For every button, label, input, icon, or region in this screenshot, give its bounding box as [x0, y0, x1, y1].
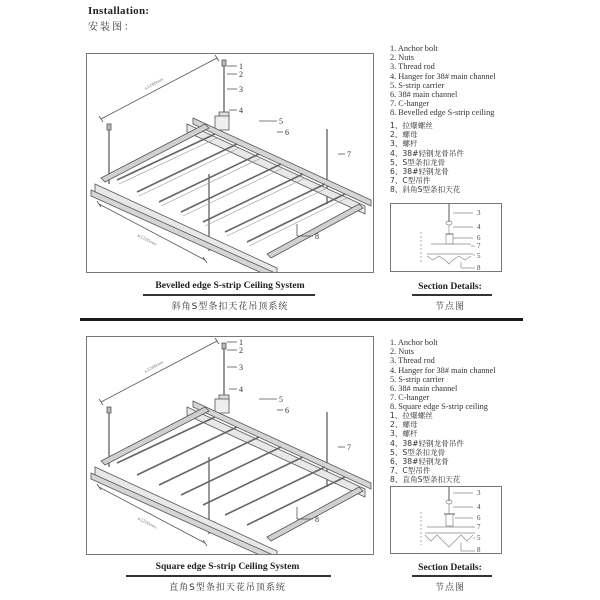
dimension-label-bottom: ≤1200mm — [136, 232, 158, 247]
square-isometric-drawing — [86, 336, 374, 555]
callout-2: 2 — [239, 346, 243, 355]
legend-item: 3. Thread rod — [390, 62, 435, 72]
bevelled-caption-zh: 斜角S型条扣天花吊顶系统 — [171, 302, 289, 312]
callout-7: 7 — [347, 443, 351, 452]
legend-item-zh: 5、S型条扣龙骨 — [390, 447, 446, 457]
legend-item: 4. Hanger for 38# main channel — [390, 365, 496, 375]
section-callout-3: 3 — [477, 489, 481, 497]
callout-5: 5 — [279, 395, 283, 404]
ceiling-isometric-illustration — [87, 337, 373, 554]
section-callout-7: 7 — [477, 523, 481, 531]
dimension-label-top: ≤1200mm — [143, 359, 165, 374]
bevelled-legend-en — [390, 44, 496, 118]
callout-1: 1 — [239, 338, 243, 347]
legend-item-zh: 3、螺杆 — [390, 429, 418, 439]
legend-item-zh: 8、斜角S型条扣天花 — [390, 185, 461, 195]
callout-6: 6 — [285, 128, 289, 137]
section-callout-5: 5 — [477, 534, 481, 542]
bevelled-isometric-drawing — [86, 53, 374, 273]
caption-underline — [126, 575, 331, 577]
section-detail-illustration — [391, 487, 501, 553]
bevelled-section-caption-en: Section Details: — [418, 281, 482, 292]
legend-item-zh: 5、S型条扣龙骨 — [390, 157, 446, 167]
legend-item: 4. Hanger for 38# main channel — [390, 71, 496, 81]
section-detail-illustration — [391, 204, 501, 271]
ceiling-isometric-illustration — [87, 54, 373, 272]
legend-item-zh: 3、螺杆 — [390, 139, 418, 149]
legend-item: 8. Bevelled edge S-strip ceiling — [390, 108, 495, 118]
callout-3: 3 — [239, 85, 243, 94]
section-callout-6: 6 — [477, 234, 481, 242]
section-callout-4: 4 — [477, 503, 481, 511]
legend-item: 6. 38# main channel — [390, 90, 458, 100]
bevelled-section-drawing — [390, 203, 502, 272]
legend-item: 6. 38# main channel — [390, 384, 458, 394]
legend-item: 1. Anchor bolt — [390, 338, 438, 347]
section-callout-5: 5 — [477, 252, 481, 260]
installation-heading: Installation: — [88, 5, 150, 17]
section-callout-6: 6 — [477, 514, 481, 522]
legend-item: 8. Square edge S-strip ceiling — [390, 402, 488, 412]
legend-item: 1. Anchor bolt — [390, 44, 438, 53]
square-legend-zh — [390, 411, 464, 485]
legend-item-zh: 2、螺母 — [390, 420, 418, 430]
legend-item-zh: 2、螺母 — [390, 130, 418, 140]
legend-item-zh: 4、38#轻钢龙骨吊件 — [390, 438, 465, 448]
bevelled-caption-en: Bevelled edge S-strip Ceiling System — [155, 280, 305, 291]
section-callout-3: 3 — [477, 209, 481, 217]
section-callout-7: 7 — [477, 242, 481, 250]
dimension-label-bottom: ≤1200mm — [136, 515, 158, 530]
section-separator — [80, 318, 523, 321]
callout-8: 8 — [315, 232, 319, 241]
legend-item: 7. C-hanger — [390, 393, 430, 403]
square-caption-en: Square edge S-strip Ceiling System — [155, 561, 300, 572]
square-caption-zh: 直角S型条扣天花吊顶系统 — [169, 583, 286, 593]
square-legend-en — [390, 338, 496, 412]
callout-8: 8 — [315, 515, 319, 524]
callout-4: 4 — [239, 106, 243, 115]
legend-item: 3. Thread rod — [390, 356, 435, 366]
callout-4: 4 — [239, 385, 243, 394]
section-caption-underline — [412, 294, 492, 296]
callout-1: 1 — [239, 62, 243, 71]
callout-6: 6 — [285, 406, 289, 415]
callout-7: 7 — [347, 150, 351, 159]
legend-item: 7. C-hanger — [390, 99, 430, 109]
section-callout-8: 8 — [477, 264, 481, 271]
square-section-drawing — [390, 486, 502, 554]
legend-item-zh: 8、直角S型条扣天花 — [390, 475, 461, 485]
legend-item-zh: 6、38#轻钢龙骨 — [390, 457, 449, 467]
square-section-caption-en: Section Details: — [418, 562, 482, 573]
legend-item: 5. S-strip carrier — [390, 80, 445, 90]
bevelled-section-caption-zh: 节点图 — [434, 302, 465, 312]
section-callout-8: 8 — [477, 546, 481, 553]
dimension-label-top: ≤1200mm — [143, 76, 165, 91]
legend-item-zh: 7、C型吊件 — [390, 176, 431, 186]
legend-item: 2. Nuts — [390, 347, 414, 357]
section-callout-4: 4 — [477, 223, 481, 231]
legend-item-zh: 6、38#轻钢龙骨 — [390, 167, 449, 177]
section-caption-underline — [412, 575, 492, 577]
callout-5: 5 — [279, 117, 283, 126]
caption-underline — [143, 294, 315, 296]
legend-item-zh: 1、拉爆螺丝 — [390, 121, 433, 130]
legend-item-zh: 4、38#轻钢龙骨吊件 — [390, 148, 465, 158]
installation-heading-zh: 安装图： — [88, 22, 136, 33]
square-section-caption-zh: 节点图 — [434, 583, 465, 593]
bevelled-legend-zh — [390, 121, 464, 195]
callout-2: 2 — [239, 70, 243, 79]
callout-3: 3 — [239, 363, 243, 372]
legend-item: 2. Nuts — [390, 53, 414, 63]
legend-item: 5. S-strip carrier — [390, 374, 445, 384]
legend-item-zh: 1、拉爆螺丝 — [390, 411, 433, 420]
legend-item-zh: 7、C型吊件 — [390, 466, 431, 476]
